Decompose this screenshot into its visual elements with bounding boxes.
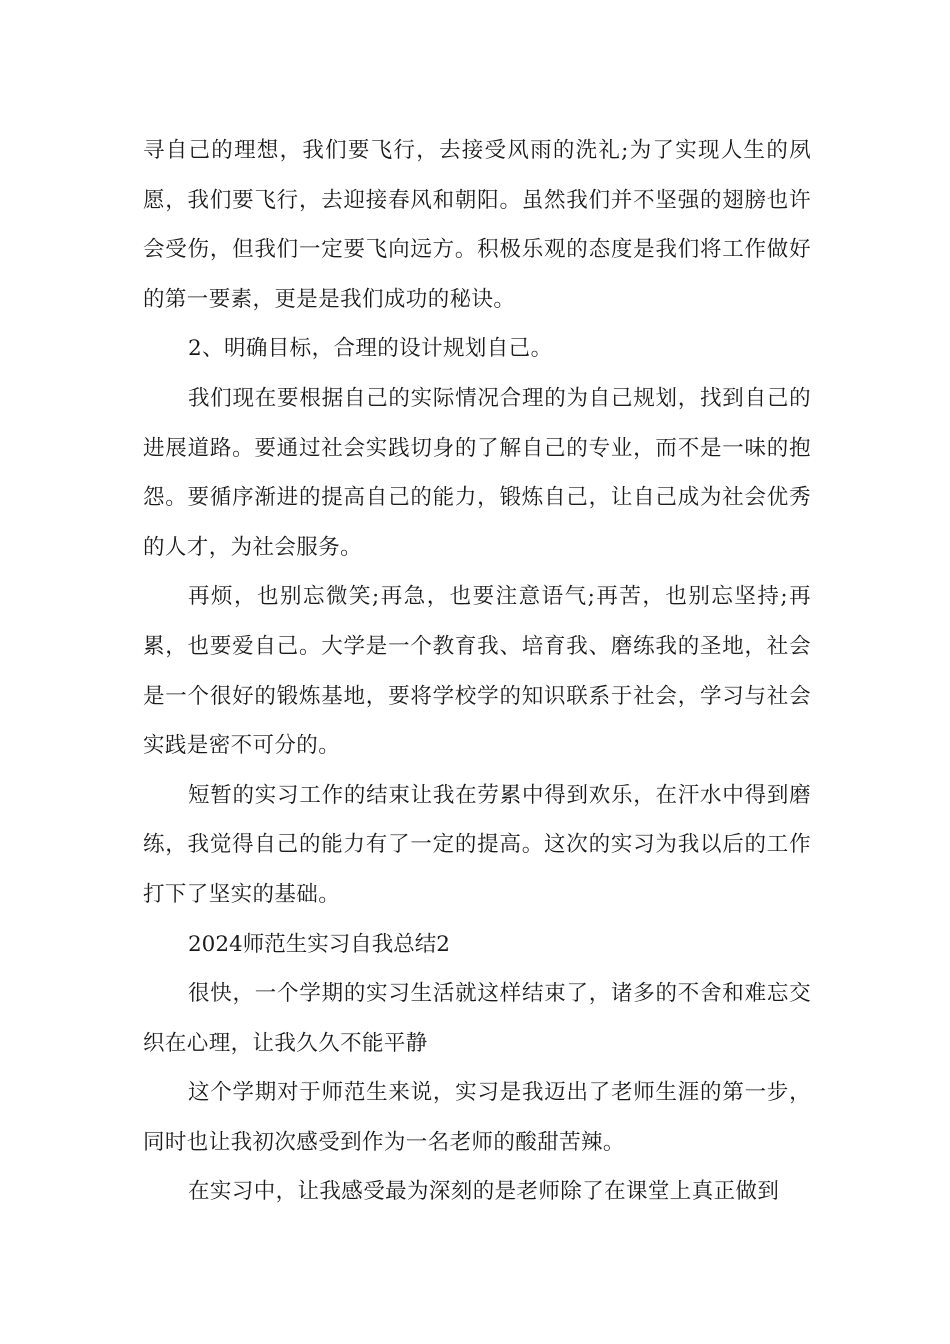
paragraph-semester-end: 很快，一个学期的实习生活就这样结束了，诸多的不舍和难忘交织在心理，让我久久不能平静 [143, 981, 811, 1056]
paragraph-deepest-impression: 在实习中，让我感受最为深刻的是老师除了在课堂上真正做到 [188, 1179, 780, 1205]
document-body [143, 126, 811, 1217]
paragraph-conclusion: 短暂的实习工作的结束让我在劳累中得到欢乐，在汗水中得到磨练，我觉得自己的能力有了一定的提高。这次的实习为我以后的工作打下了坚实的基础。 [143, 782, 811, 907]
section-heading-summary-2: 2024师范生实习自我总结2 [188, 931, 450, 957]
paragraph-attitude: 再烦，也别忘微笑;再急，也要注意语气;再苦，也别忘坚持;再累，也要爱自己。大学是一个教育我、培育我、磨练我的圣地，社会是一个很好的锻炼基地，要将学校学的知识联系于社会，学习与社会实践是密不可分的。 [143, 584, 811, 759]
paragraph-first-step: 这个学期对于师范生来说，实习是我迈出了老师生涯的第一步，同时也让我初次感受到作为一名老师的酸甜苦辣。 [143, 1080, 811, 1155]
section-item-clear-goals: 2、明确目标，合理的设计规划自己。 [188, 336, 553, 362]
paragraph-continuation: 寻自己的理想，我们要飞行，去接受风雨的洗礼;为了实现人生的夙愿，我们要飞行，去迎接春风和朝阳。虽然我们并不坚强的翅膀也许会受伤，但我们一定要飞向远方。积极乐观的态度是我们将工作做好的第一要素，更是是我们成功的秘诀。 [143, 138, 811, 312]
paragraph-planning: 我们现在要根据自己的实际情况合理的为自己规划，找到自己的进展道路。要通过社会实践切身的了解自己的专业，而不是一味的抱怨。要循序渐进的提高自己的能力，锻炼自己，让自己成为社会优秀的人才，为社会服务。 [143, 385, 811, 560]
